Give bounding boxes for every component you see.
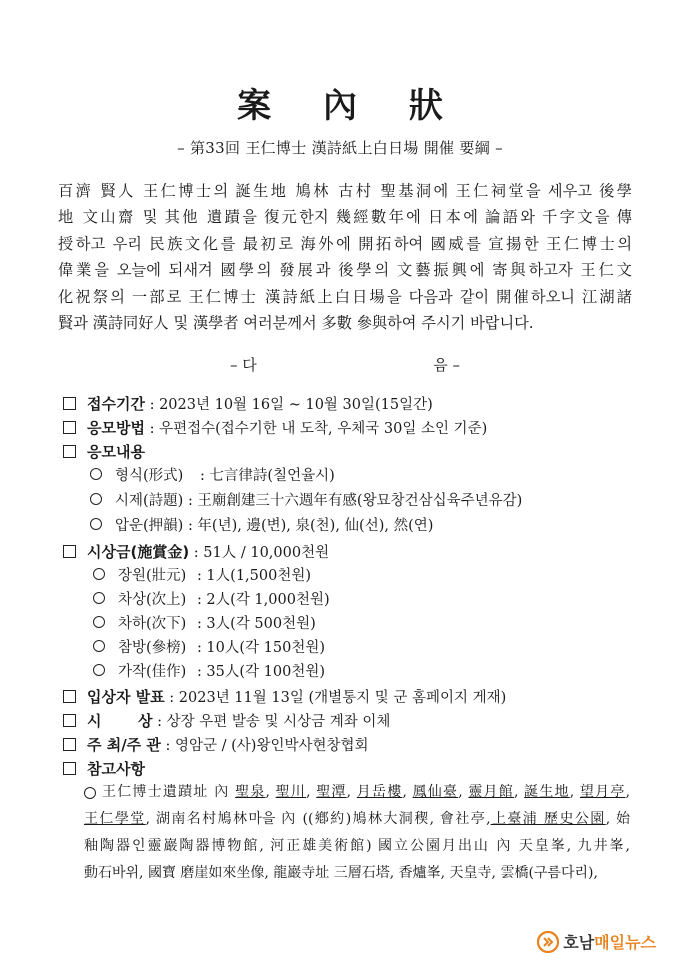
ref-place: 望月亭 — [579, 784, 626, 800]
prize-label: 시상금(施賞金) — [87, 543, 190, 561]
prize-item — [93, 565, 311, 587]
ref-place: 王仁學堂 — [84, 811, 146, 827]
award-value: : 상장 우편 발송 및 시상금 계좌 이체 — [157, 714, 391, 730]
prize-item — [93, 661, 325, 683]
checkbox-icon — [63, 690, 76, 703]
prize-item-value: : 3人(각 500천원) — [196, 616, 316, 632]
ref-place: 鳳仙臺 — [412, 784, 459, 800]
circle-bullet-icon — [93, 664, 105, 676]
checkbox-icon — [63, 545, 76, 558]
prize-item — [93, 589, 330, 611]
document-title: 案 內 狀 — [237, 86, 463, 126]
prize-value: : 51人 / 10,000천원 — [193, 545, 330, 561]
prize-item-label: 차상(次上) — [118, 592, 187, 608]
circle-bullet-icon — [93, 640, 105, 652]
form-value: : 七言律詩(칠언율시) — [199, 468, 335, 484]
checkbox-icon — [63, 421, 76, 434]
intro-paragraph — [58, 178, 632, 336]
prize-item-label: 차하(次下) — [118, 616, 187, 632]
reference-paragraph — [84, 779, 630, 887]
ref-row — [63, 758, 145, 780]
watermark-logo — [537, 930, 656, 953]
intro-line: 偉業을 오늘에 되새겨 國學의 發展과 後學의 文藝振興에 寄與하고자 王仁文 — [58, 261, 632, 280]
ref-line: 王仁博士遺蹟址 內 聖泉, 聖川, 聖潭, 月岳樓, 鳳仙臺, 靈月館, 誕生地, 望月亭, — [102, 784, 631, 800]
prize-item-value: : 10人(각 150천원) — [196, 640, 326, 656]
period-row — [63, 393, 433, 415]
ref-line: 釉陶器인靈巖陶器博物館, 河正雄美術館) 國立公園月出山 內 天皇峯, 九井峯, — [84, 838, 630, 854]
intro-line: 賢과 漢詩同好人 및 漢學者 여러분께서 多數 參與하여 주시기 바랍니다. — [58, 314, 534, 333]
ref-line — [84, 806, 630, 833]
intro-line: 百濟 賢人 王仁博士의 誕生地 鳩林 古村 聖基洞에 王仁祠堂을 세우고 後學 — [58, 182, 632, 200]
ref-place: 靈月館 — [468, 784, 514, 800]
circle-bullet-icon — [90, 493, 102, 505]
circle-bullet-icon — [93, 616, 105, 628]
document-subtitle: – 第33回 王仁博士 漢詩紙上白日場 開催 要綱 – — [177, 139, 503, 157]
circle-bullet-icon — [93, 592, 105, 604]
host-value: : 영암군 / (사)왕인박사현창협회 — [165, 738, 369, 754]
ref-text: , 湖南名村鳩林마을 內 ((鄕約)鳩林大洞稧, 會社亭, — [145, 811, 491, 827]
prize-item — [93, 637, 325, 659]
ref-place: 上臺浦 歷史公園 — [490, 811, 606, 827]
rhyme-label: 압운(押韻) — [115, 518, 184, 534]
prize-item-label: 참방(參榜) — [118, 640, 187, 656]
rhyme-row — [90, 515, 433, 537]
intro-line: 授하고 우리 民族文化를 最初로 海外에 開拓하여 國威를 宣揚한 王仁博士의 — [58, 234, 632, 253]
form-label: 형식(形式) — [115, 468, 184, 484]
prize-item — [93, 613, 316, 635]
winner-label: 입상자 발표 — [87, 688, 165, 706]
prize-item-label: 장원(壯元) — [118, 568, 187, 584]
circle-bullet-icon — [84, 787, 96, 799]
section-heading-details — [230, 354, 460, 375]
method-label: 응모방법 — [87, 419, 145, 437]
method-value: : 우편접수(접수기한 내 도착, 우체국 30일 소인 기준) — [149, 421, 488, 437]
ref-place: 誕生地 — [524, 784, 570, 800]
checkbox-icon — [63, 762, 76, 775]
circle-bullet-icon — [93, 568, 105, 580]
form-row — [90, 465, 335, 487]
prize-row — [63, 541, 329, 563]
checkbox-icon — [63, 397, 76, 410]
prize-item-value: : 35人(각 100천원) — [196, 664, 326, 680]
method-row — [63, 417, 487, 439]
prize-item-value: : 1人(1,500천원) — [196, 568, 311, 584]
ref-place: 聖泉 — [235, 784, 266, 800]
prize-item-value: : 2人(각 1,000천원) — [196, 592, 330, 608]
award-row — [63, 710, 390, 732]
circle-bullet-icon — [90, 468, 102, 480]
intro-line: 化祝祭의 一部로 王仁博士 漢詩紙上白日場을 다음과 같이 開催하오니 江湖諸 — [58, 287, 632, 306]
winner-value: : 2023년 11월 13일 (개별통지 및 군 홈페이지 게재) — [169, 690, 507, 706]
ref-place: 月岳樓 — [356, 784, 403, 800]
logo-name-b: 매일뉴스 — [594, 933, 656, 952]
checkbox-icon — [63, 445, 76, 458]
ref-text: 王仁博士遺蹟址 內 — [102, 784, 236, 800]
checkbox-icon — [63, 738, 76, 751]
ref-text: , 始 — [605, 811, 631, 827]
content-label: 응모내용 — [87, 443, 145, 461]
period-label: 접수기간 — [87, 395, 145, 413]
winner-row — [63, 686, 506, 708]
brand-icon — [537, 931, 559, 953]
ref-place: 聖川 — [275, 784, 307, 800]
award-label: 시 상 — [87, 712, 153, 730]
checkbox-icon — [63, 714, 76, 727]
circle-bullet-icon — [90, 518, 102, 530]
content-row — [63, 441, 145, 463]
rhyme-value: : 年(년), 邊(변), 泉(천), 仙(선), 然(연) — [187, 518, 434, 534]
host-label: 주 최/주 관 — [87, 736, 161, 754]
intro-line: 地 文山齋 및 其他 遺蹟을 復元한지 幾經數年에 日本에 論語와 千字文을 傳 — [58, 208, 632, 227]
topic-row — [90, 490, 522, 512]
ref-line: 動石바위, 國寶 磨崖如來坐像, 龍巖寺址 三層石塔, 香爐峯, 天皇寺, 雲橋(구름다리), — [84, 865, 598, 881]
topic-value: : 王廟創建三十六週年有感(왕묘창건삼십육주년유감) — [187, 493, 523, 509]
heading-eum: 음 – — [433, 356, 460, 374]
heading-da: – 다 — [230, 356, 257, 374]
prize-item-label: 가작(佳作) — [118, 664, 187, 680]
logo-name-a: 호남 — [563, 933, 595, 952]
ref-label: 참고사항 — [87, 760, 145, 778]
period-value: : 2023년 10월 16일 ~ 10월 30일(15일간) — [149, 397, 433, 413]
ref-place: 聖潭 — [316, 784, 347, 800]
host-row — [63, 734, 369, 756]
topic-label: 시제(詩題) — [115, 493, 184, 509]
